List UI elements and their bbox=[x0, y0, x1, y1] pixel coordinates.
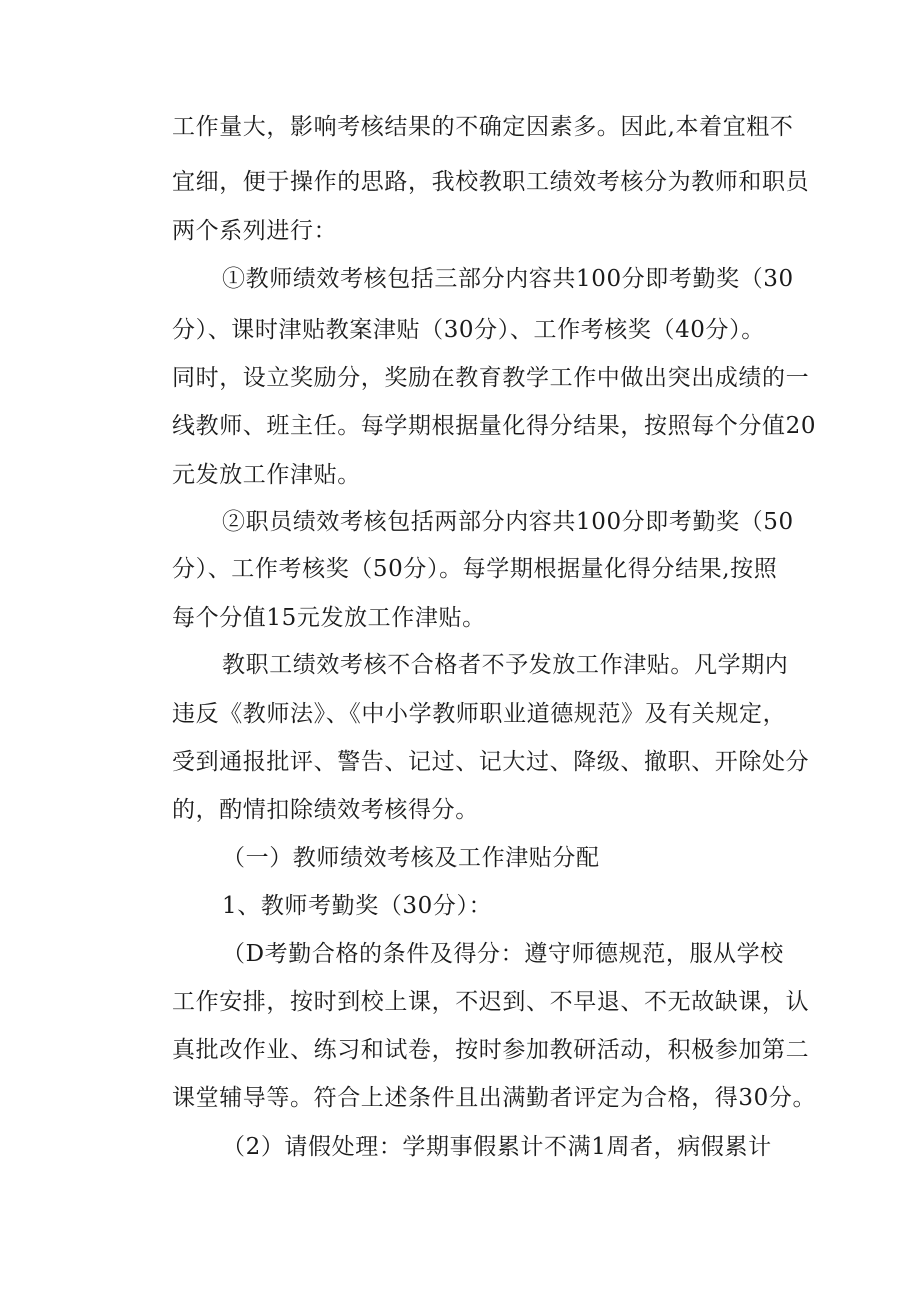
paragraph-leave-handling: （2）请假处理：学期事假累计不满1周者，病假累计 bbox=[222, 1134, 772, 1160]
text-line: 工作量大，影响考核结果的不确定因素多。因此,本着宜粗不 bbox=[172, 114, 794, 140]
text-line: 两个系列进行： bbox=[172, 218, 338, 244]
paragraph-staff-assessment: ②职员绩效考核包括两部分内容共100分即考勤奖（50 bbox=[222, 509, 794, 535]
text-line: 真批改作业、练习和试卷，按时参加教研活动，积极参加第二 bbox=[172, 1037, 810, 1063]
text-line: 受到通报批评、警告、记过、记大过、降级、撤职、开除处分 bbox=[172, 749, 810, 775]
text-line: 工作安排，按时到校上课，不迟到、不早退、不无故缺课，认 bbox=[172, 989, 810, 1015]
text-line: 违反《教师法》、《中小学教师职业道德规范》及有关规定， bbox=[172, 701, 787, 727]
paragraph-attendance-conditions: （D考勤合格的条件及得分：遵守师德规范，服从学校 bbox=[222, 941, 784, 967]
section-heading: （一）教师绩效考核及工作津贴分配 bbox=[222, 845, 600, 871]
text-line: 同时，设立奖励分，奖励在教育教学工作中做出突出成绩的一 bbox=[172, 365, 810, 391]
text-line: 元发放工作津贴。 bbox=[172, 462, 361, 488]
text-line: 分）、工作考核奖（50分）。每学期根据量化得分结果,按照 bbox=[172, 556, 778, 582]
subsection-heading: 1、教师考勤奖（30分）： bbox=[222, 893, 493, 919]
text-line: 的，酌情扣除绩效考核得分。 bbox=[172, 797, 479, 823]
text-line: 每个分值15元发放工作津贴。 bbox=[172, 605, 486, 631]
text-line: 分）、课时津贴教案津贴（30分）、工作考核奖（40分）。 bbox=[172, 317, 765, 343]
text-line: 课堂辅导等。符合上述条件且出满勤者评定为合格，得30分。 bbox=[172, 1085, 817, 1111]
text-line: 宜细，便于操作的思路，我校教职工绩效考核分为教师和职员 bbox=[172, 169, 810, 195]
paragraph-disqualification: 教职工绩效考核不合格者不予发放工作津贴。凡学期内 bbox=[222, 652, 789, 678]
text-line: 线教师、班主任。每学期根据量化得分结果，按照每个分值20 bbox=[172, 413, 817, 439]
paragraph-teacher-assessment: ①教师绩效考核包括三部分内容共100分即考勤奖（30 bbox=[222, 266, 794, 292]
